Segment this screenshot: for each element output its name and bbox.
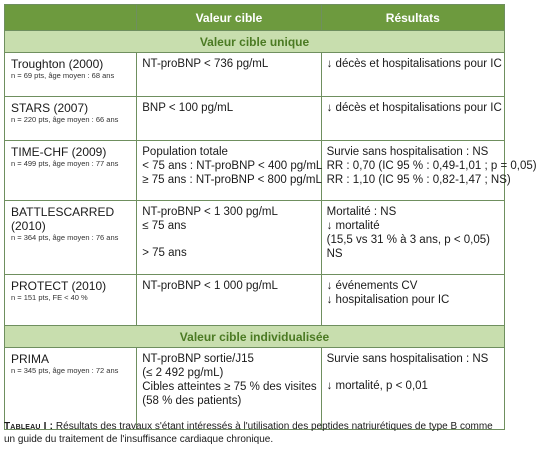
target-cell xyxy=(137,97,321,141)
target-line: NT-proBNP sortie/J15 xyxy=(142,353,254,365)
study-info: n = 151 pts, FE < 40 % xyxy=(11,293,88,302)
table-row xyxy=(5,97,505,141)
table-row xyxy=(5,275,505,326)
result-cell xyxy=(321,141,537,201)
caption-text: Résultats des travaux s'étant intéressés à l'utilisation des peptides natriurétiques de type B comme un guide du traitement de l'insuffisance cardiaque chronique. xyxy=(4,421,493,445)
results-table xyxy=(4,4,537,430)
study-info: n = 364 pts, âge moyen : 76 ans xyxy=(11,233,119,242)
result-line: NS xyxy=(326,248,343,260)
study-name: TIME-CHF (2009) xyxy=(11,145,107,159)
study-name: PROTECT (2010) xyxy=(11,279,107,293)
study-name: Troughton (2000) xyxy=(11,57,104,71)
target-line: Population totale xyxy=(142,146,228,158)
section-title-individualisee: Valeur cible individualisée xyxy=(5,326,505,348)
result-line: ↓ événements CV xyxy=(326,280,418,292)
table-row xyxy=(5,201,505,275)
study-cell xyxy=(5,201,137,275)
section-title-unique: Valeur cible unique xyxy=(5,31,505,53)
result-cell xyxy=(321,97,504,141)
target-line: NT-proBNP < 736 pg/mL xyxy=(142,58,269,70)
study-cell xyxy=(5,97,137,141)
target-cell xyxy=(137,275,321,326)
table-row xyxy=(5,348,505,430)
result-spacer xyxy=(327,366,500,379)
result-cell xyxy=(321,275,504,326)
section-row-unique xyxy=(5,31,505,53)
result-line: ↓ décès et hospitalisations pour IC xyxy=(326,58,502,70)
target-line: ≤ 75 ans xyxy=(142,220,187,232)
target-cell xyxy=(137,201,321,275)
study-cell xyxy=(5,141,137,201)
target-line: Cibles atteintes ≥ 75 % des visites xyxy=(142,381,317,393)
target-line: NT-proBNP < 1 300 pg/mL xyxy=(142,206,278,218)
study-name: BATTLESCARRED (2010) xyxy=(11,205,115,233)
target-line: ≥ 75 ans : NT-proBNP < 800 pg/mL xyxy=(142,174,322,186)
study-cell xyxy=(5,275,137,326)
result-line: ↓ hospitalisation pour IC xyxy=(326,294,450,306)
result-line: Survie sans hospitalisation : NS xyxy=(326,146,489,158)
result-line: Survie sans hospitalisation : NS xyxy=(326,353,489,365)
study-name: STARS (2007) xyxy=(11,101,89,115)
target-line: (≤ 2 492 pg/mL) xyxy=(142,367,224,379)
table-header-row xyxy=(5,5,505,31)
table-row xyxy=(5,53,505,97)
result-line: ↓ mortalité, p < 0,01 xyxy=(326,380,428,392)
result-line: ↓ décès et hospitalisations pour IC xyxy=(326,102,502,114)
target-line: > 75 ans xyxy=(142,247,187,259)
target-line: BNP < 100 pg/mL xyxy=(142,102,234,114)
header-target-value: Valeur cible xyxy=(137,5,321,31)
result-line: ↓ mortalité xyxy=(326,220,380,232)
result-line: RR : 0,70 (IC 95 % : 0,49-1,01 ; p = 0,05) xyxy=(326,160,537,172)
section-row-individualisee xyxy=(5,326,505,348)
study-cell xyxy=(5,348,137,430)
target-line: NT-proBNP < 1 000 pg/mL xyxy=(142,280,278,292)
study-name: PRIMA xyxy=(11,352,50,366)
target-line: (58 % des patients) xyxy=(142,395,242,407)
target-cell xyxy=(137,141,321,201)
header-results: Résultats xyxy=(321,5,504,31)
target-cell xyxy=(137,53,321,97)
result-cell xyxy=(321,201,504,275)
result-line: (15,5 vs 31 % à 3 ans, p < 0,05) xyxy=(326,234,490,246)
table-row xyxy=(5,141,505,201)
target-spacer xyxy=(142,233,316,246)
study-info: n = 345 pts, âge moyen : 72 ans xyxy=(11,366,119,375)
header-study xyxy=(5,5,137,31)
target-cell xyxy=(137,348,321,430)
study-info: n = 499 pts, âge moyen : 77 ans xyxy=(11,159,119,168)
caption-label: Tableau I : xyxy=(4,421,54,432)
study-info: n = 220 pts, âge moyen : 66 ans xyxy=(11,115,119,124)
result-line: Mortalité : NS xyxy=(326,206,397,218)
table-caption xyxy=(4,420,505,446)
study-cell xyxy=(5,53,137,97)
result-line: RR : 1,10 (IC 95 % : 0,82-1,47 ; NS) xyxy=(326,174,511,186)
target-line: < 75 ans : NT-proBNP < 400 pg/mL xyxy=(142,160,323,172)
result-cell xyxy=(321,348,504,430)
study-info: n = 69 pts, âge moyen : 68 ans xyxy=(11,71,115,80)
result-cell xyxy=(321,53,504,97)
